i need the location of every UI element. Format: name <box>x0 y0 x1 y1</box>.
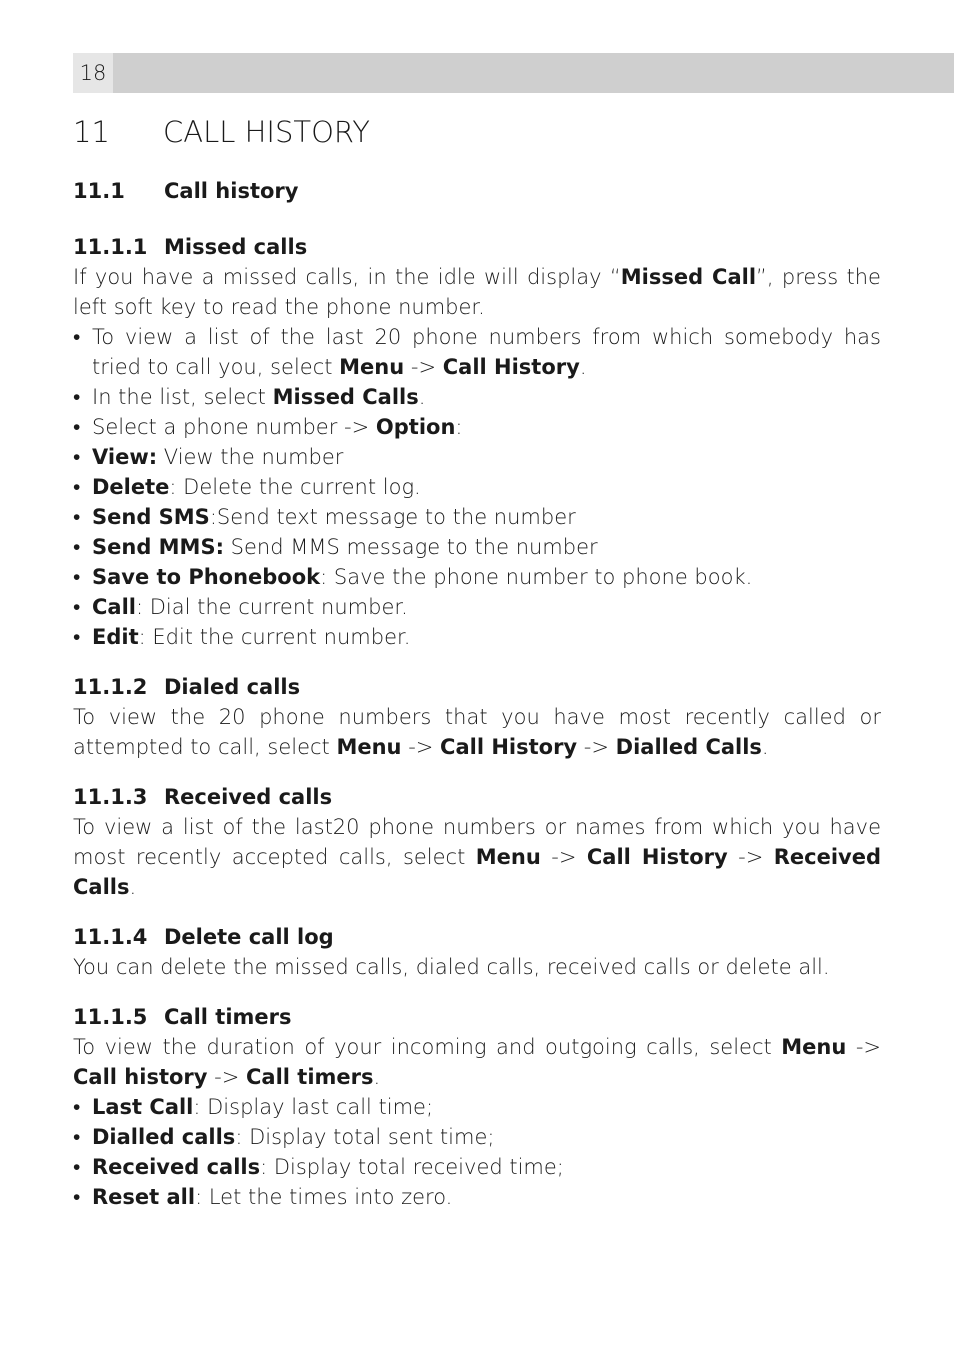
bold-term: Option <box>375 415 456 439</box>
list-item-text <box>92 1092 881 1122</box>
subsection-heading <box>73 1002 881 1032</box>
list-item <box>73 472 881 502</box>
list-item-text <box>92 472 881 502</box>
list-item <box>73 592 881 622</box>
delete-call-log-text: You can delete the missed calls, dialed calls, received calls or delete all. <box>73 955 830 979</box>
text: : Let the times into zero. <box>195 1185 453 1209</box>
text: -> <box>540 845 587 869</box>
list-item <box>73 442 881 472</box>
text: : <box>455 415 463 439</box>
text: . <box>373 1065 381 1089</box>
text: -> <box>577 735 616 759</box>
list-item <box>73 322 881 382</box>
text: In the list, select <box>92 385 273 409</box>
delete-call-log-section <box>73 922 881 982</box>
list-item-text <box>92 562 881 592</box>
bold-term: Menu <box>339 355 405 379</box>
text: . <box>761 735 769 759</box>
text: -> <box>727 845 774 869</box>
text: . <box>418 385 426 409</box>
text: . <box>129 875 137 899</box>
bold-term: Missed Call <box>620 265 757 289</box>
text: -> <box>404 355 443 379</box>
list-item-text <box>92 622 881 652</box>
chapter-number: 11 <box>73 115 110 149</box>
bold-term: Send MMS: <box>92 535 224 559</box>
bullet: • <box>73 1125 81 1149</box>
bold-term: Call timers <box>245 1065 374 1089</box>
bold-term: View: <box>92 445 158 469</box>
subsection-number: 11.1.3 <box>73 785 148 809</box>
bold-term: Edit <box>92 625 139 649</box>
bold-term: Received calls <box>92 1155 261 1179</box>
list-item <box>73 622 881 652</box>
missed-calls-intro <box>73 262 881 322</box>
subsection-title: Dialed calls <box>164 675 301 699</box>
list-item <box>73 1182 881 1212</box>
subsection-heading <box>73 922 881 952</box>
list-item-text <box>92 502 881 532</box>
bold-term: Menu <box>475 845 541 869</box>
text: Select a phone number -> <box>92 415 376 439</box>
subsection-number: 11.1.1 <box>73 235 148 259</box>
list-item <box>73 502 881 532</box>
bold-term: Call History <box>442 355 580 379</box>
bullet: • <box>73 565 81 589</box>
subsection-heading <box>73 782 881 812</box>
list-item-text <box>92 412 881 442</box>
list-item-text <box>92 592 881 622</box>
dialed-calls-text <box>73 702 881 762</box>
list-item <box>73 532 881 562</box>
list-item <box>73 412 881 442</box>
text: Send MMS message to the number <box>223 535 598 559</box>
bold-term: Send SMS <box>92 505 210 529</box>
subsection-title: Call timers <box>164 1005 292 1029</box>
text: . <box>579 355 587 379</box>
list-item-text <box>92 322 881 382</box>
text: : Save the phone number to phone book. <box>320 565 753 589</box>
text: -> <box>401 735 441 759</box>
list-item <box>73 1122 881 1152</box>
subsection-number: 11.1.5 <box>73 1005 148 1029</box>
text: If you have a missed calls, in the idle will display “ <box>73 265 621 289</box>
section-heading <box>73 176 881 206</box>
bullet: • <box>73 625 81 649</box>
bold-term: Received Calls <box>73 845 881 899</box>
page-number: 18 <box>73 53 113 93</box>
section-title: Call history <box>164 179 299 203</box>
text: -> <box>846 1035 881 1059</box>
text: To view the duration of your incoming and outgoing calls, select <box>73 1035 782 1059</box>
text: : Edit the current number. <box>138 625 411 649</box>
text: : Delete the current log. <box>169 475 421 499</box>
list-item <box>73 562 881 592</box>
subsection-heading <box>73 232 881 262</box>
text: View the number <box>157 445 344 469</box>
list-item-text <box>92 1152 881 1182</box>
bold-term: Call History <box>586 845 728 869</box>
subsection-heading <box>73 672 881 702</box>
list-item-text <box>92 442 881 472</box>
subsection-title: Received calls <box>164 785 333 809</box>
bold-term: Call history <box>73 1065 208 1089</box>
text: : Display last call time; <box>193 1095 434 1119</box>
text: To view the 20 phone numbers that you have most recently called or attempted to call, select <box>73 705 881 759</box>
call-timers-text <box>73 1032 881 1092</box>
text: : Display total sent time; <box>235 1125 495 1149</box>
list-item-text <box>92 382 881 412</box>
bullet: • <box>73 475 81 499</box>
bullet: • <box>73 535 81 559</box>
bullet: • <box>73 385 81 409</box>
list-item <box>73 382 881 412</box>
text: To view a list of the last20 phone numbers or names from which you have most recently accepted calls, select <box>73 815 881 869</box>
bold-term: Call <box>92 595 136 619</box>
text: ”, press the left soft key to read the phone number. <box>73 265 881 319</box>
call-timers-section <box>73 1002 881 1212</box>
subsection-title: Missed calls <box>164 235 308 259</box>
bullet: • <box>73 505 81 529</box>
bold-term: Missed Calls <box>272 385 419 409</box>
bold-term: Call History <box>440 735 578 759</box>
list-item-text <box>92 1182 881 1212</box>
list-item-text <box>92 1122 881 1152</box>
subsection-number: 11.1.2 <box>73 675 148 699</box>
bold-term: Dialled Calls <box>615 735 762 759</box>
list-item <box>73 1092 881 1122</box>
bullet: • <box>73 1095 81 1119</box>
page-content <box>73 112 881 1212</box>
bullet: • <box>73 1185 81 1209</box>
bullet: • <box>73 445 81 469</box>
bold-term: Save to Phonebook <box>92 565 321 589</box>
bold-term: Menu <box>336 735 402 759</box>
text: To view a list of the last 20 phone numbers from which somebody has tried to call you, select <box>92 325 881 379</box>
bold-term: Delete <box>92 475 170 499</box>
section-number: 11.1 <box>73 179 125 203</box>
list-item-text <box>92 532 881 562</box>
bold-term: Reset all <box>92 1185 196 1209</box>
received-calls-section <box>73 782 881 902</box>
text: : Display total received time; <box>260 1155 564 1179</box>
bullet: • <box>73 415 81 439</box>
received-calls-text <box>73 812 881 902</box>
missed-calls-section <box>73 232 881 652</box>
bold-term: Last Call <box>92 1095 194 1119</box>
text: -> <box>207 1065 246 1089</box>
page-header-bar <box>73 53 954 93</box>
subsection-title: Delete call log <box>164 925 334 949</box>
bold-term: Dialled calls <box>92 1125 236 1149</box>
dialed-calls-section <box>73 672 881 762</box>
bold-term: Menu <box>781 1035 847 1059</box>
bullet: • <box>73 325 81 349</box>
bullet: • <box>73 1155 81 1179</box>
chapter-heading <box>73 112 881 152</box>
bullet: • <box>73 595 81 619</box>
chapter-title: CALL HISTORY <box>163 115 370 149</box>
text: :Send text message to the number <box>209 505 576 529</box>
list-item <box>73 1152 881 1182</box>
subsection-number: 11.1.4 <box>73 925 148 949</box>
text: : Dial the current number. <box>135 595 408 619</box>
